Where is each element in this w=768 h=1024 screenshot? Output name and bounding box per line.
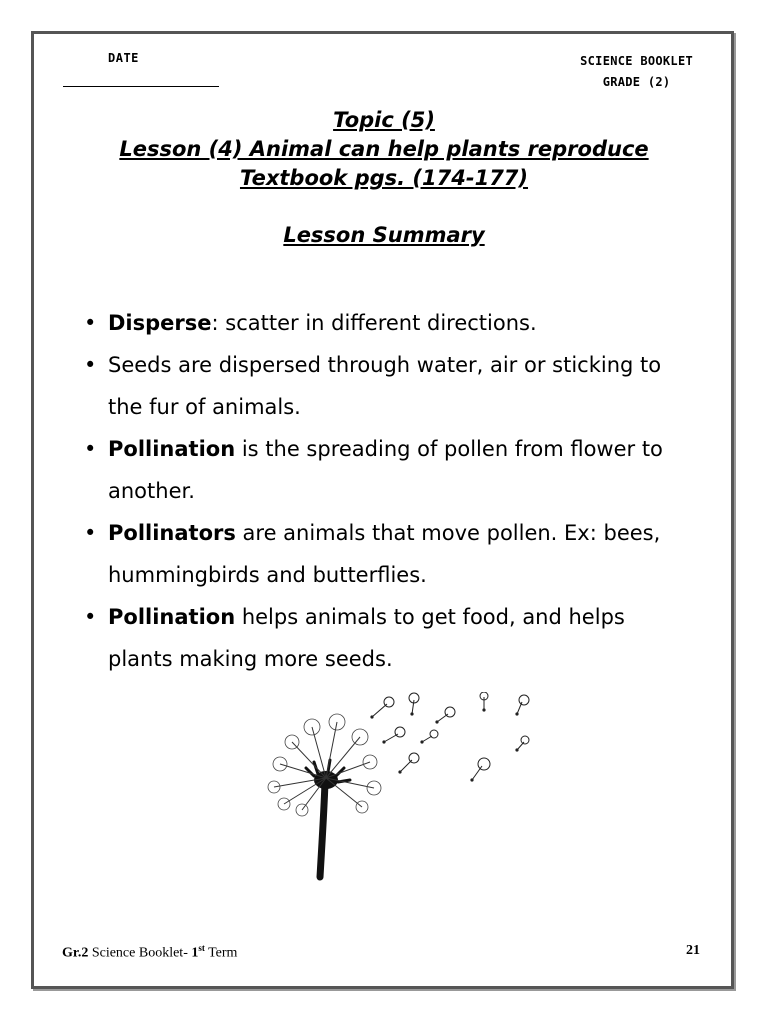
lesson-title: Lesson (4) Animal can help plants reproduce xyxy=(119,137,649,161)
footer-ordinal-suffix: st xyxy=(198,943,205,953)
page-number: 21 xyxy=(686,943,700,958)
topic-title: Topic (5) xyxy=(333,108,435,132)
bullet-text: : scatter in different directions. xyxy=(211,311,537,335)
booklet-header xyxy=(580,51,693,93)
lesson-summary-heading: Lesson Summary xyxy=(283,223,485,247)
footer-booklet-term xyxy=(62,943,237,962)
grade-label: GRADE (2) xyxy=(602,75,671,89)
bullet-term: Pollination xyxy=(108,437,236,461)
list-item xyxy=(82,596,692,680)
bullet-term: Pollination xyxy=(108,605,236,629)
bullet-text: is the spreading of pollen from flower to another. xyxy=(108,437,663,503)
bullet-text: Seeds are dispersed through water, air or sticking to the fur of animals. xyxy=(108,353,662,419)
date-underline xyxy=(63,86,219,87)
bullet-term: Pollinators xyxy=(108,521,236,545)
footer-booklet: Science Booklet- xyxy=(88,945,192,961)
list-item xyxy=(82,302,692,344)
bullet-term: Disperse xyxy=(108,311,212,335)
bullet-text: helps animals to get food, and helps plants making more seeds. xyxy=(108,605,625,671)
footer-term: Term xyxy=(204,945,238,961)
textbook-pages: Textbook pgs. (174-177) xyxy=(239,166,529,190)
bullet-text: are animals that move pollen. Ex: bees, hummingbirds and butterflies. xyxy=(108,521,661,587)
summary-list xyxy=(82,302,692,680)
list-item xyxy=(82,512,692,596)
footer-grade: Gr.2 xyxy=(62,945,89,961)
date-label: DATE xyxy=(108,51,139,65)
booklet-title: SCIENCE BOOKLET xyxy=(580,54,693,68)
list-item xyxy=(82,344,692,428)
list-item xyxy=(82,428,692,512)
footer-ordinal: 1 xyxy=(191,945,199,961)
dandelion-seeds-icon xyxy=(262,692,542,882)
